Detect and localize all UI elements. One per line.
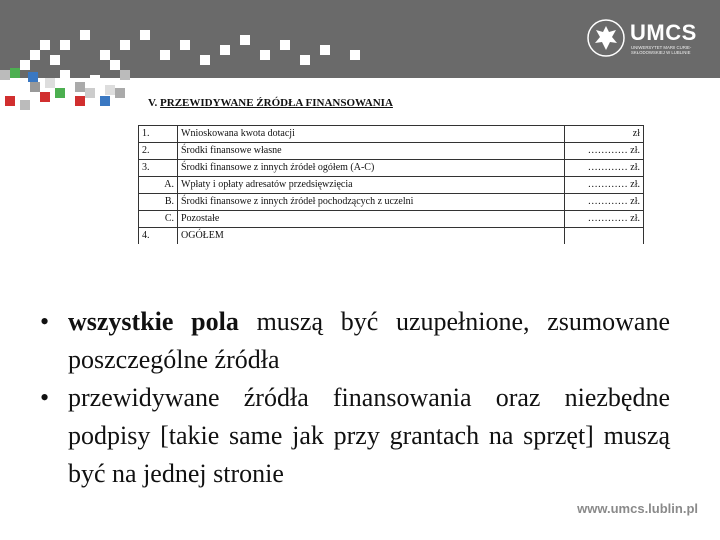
decor-pixel	[60, 40, 70, 50]
decor-pixel	[10, 68, 20, 78]
decor-pixel	[200, 55, 210, 65]
decor-pixel	[120, 40, 130, 50]
bullet-text: muszą być uzupełnione, zsumowane poszczególne źródła	[68, 307, 670, 374]
decor-pixel	[0, 70, 10, 80]
decor-pixel	[260, 50, 270, 60]
row-label: Pozostałe	[178, 211, 565, 228]
decor-pixel	[75, 96, 85, 106]
table-row	[139, 126, 644, 143]
bullet-item	[40, 379, 670, 493]
row-number: A.	[139, 177, 178, 194]
bullet-text: przewidywane źródła finansowania oraz niezbędne podpisy [takie same jak przy grantach na sprzęt] muszą być na jednej stronie	[68, 383, 670, 488]
decor-pixel	[350, 50, 360, 60]
decor-pixel	[100, 50, 110, 60]
bullet-dot: •	[40, 383, 50, 412]
logo-subtitle: UNIWERSYTET MARII CURIE-SKŁODOWSKIEJ W LUBLINIE	[631, 45, 692, 55]
decor-pixel	[300, 55, 310, 65]
row-number: 4.	[139, 228, 178, 245]
table-row	[139, 160, 644, 177]
decor-pixel	[110, 60, 120, 70]
table-row	[139, 228, 644, 245]
decor-pixel	[20, 60, 30, 70]
decor-pixel	[20, 100, 30, 110]
decor-pixel	[220, 45, 230, 55]
row-label: Środki finansowe własne	[178, 143, 565, 160]
decor-pixel	[115, 88, 125, 98]
decor-pixel	[100, 96, 110, 106]
decor-pixel	[320, 45, 330, 55]
decor-pixel	[30, 82, 40, 92]
bullet-list	[40, 303, 670, 493]
table-row	[139, 177, 644, 194]
logo-wordmark: UMCS	[630, 20, 697, 45]
decor-pixel	[135, 78, 145, 88]
eagle-emblem-icon	[586, 18, 626, 58]
footer-url[interactable]: www.umcs.lublin.pl	[577, 501, 698, 516]
row-number: 1.	[139, 126, 178, 143]
decor-pixel	[85, 88, 95, 98]
table-row	[139, 143, 644, 160]
decor-pixel	[160, 50, 170, 60]
decor-pixel	[5, 96, 15, 106]
row-number: 2.	[139, 143, 178, 160]
umcs-logo[interactable]	[586, 18, 706, 58]
decor-pixel	[30, 50, 40, 60]
decor-pixel	[40, 40, 50, 50]
decor-pixel	[75, 82, 85, 92]
row-number: B.	[139, 194, 178, 211]
decor-pixel	[15, 78, 25, 88]
section-number: V.	[148, 97, 158, 109]
decor-pixel	[55, 88, 65, 98]
decor-pixel	[90, 75, 100, 85]
row-amount: zł	[565, 126, 644, 143]
row-label: Wnioskowana kwota dotacji	[178, 126, 565, 143]
row-label: Środki finansowe z innych źródeł ogółem (A-C)	[178, 160, 565, 177]
table-row	[139, 194, 644, 211]
row-amount: ………… zł.	[565, 194, 644, 211]
row-amount: ………… zł.	[565, 160, 644, 177]
row-number: C.	[139, 211, 178, 228]
section-heading: PRZEWIDYWANE ŹRÓDŁA FINANSOWANIA	[160, 97, 393, 109]
row-label: Wpłaty i opłaty adresatów przedsięwzięcia	[178, 177, 565, 194]
row-label: Środki finansowe z innych źródeł pochodzących z uczelni	[178, 194, 565, 211]
decor-pixel	[140, 30, 150, 40]
decor-pixel	[280, 40, 290, 50]
decor-pixel	[50, 55, 60, 65]
row-label: OGÓŁEM	[178, 228, 565, 245]
funding-sources-form	[138, 95, 648, 245]
bullet-bold-text: wszystkie pola	[68, 307, 239, 336]
bullet-dot: •	[40, 307, 50, 336]
funding-table	[138, 125, 644, 244]
decor-pixel	[60, 70, 70, 80]
row-amount	[565, 228, 644, 245]
decor-pixel	[105, 85, 115, 95]
decor-pixel	[180, 40, 190, 50]
decor-pixel	[240, 35, 250, 45]
row-amount: ………… zł.	[565, 177, 644, 194]
row-amount: ………… zł.	[565, 143, 644, 160]
decor-pixel	[120, 70, 130, 80]
decor-pixel	[28, 72, 38, 82]
decor-pixel	[40, 92, 50, 102]
table-row	[139, 211, 644, 228]
bullet-item	[40, 303, 670, 379]
row-amount: ………… zł.	[565, 211, 644, 228]
decor-pixel	[45, 78, 55, 88]
decor-pixel	[80, 30, 90, 40]
row-number: 3.	[139, 160, 178, 177]
section-title	[148, 97, 393, 109]
